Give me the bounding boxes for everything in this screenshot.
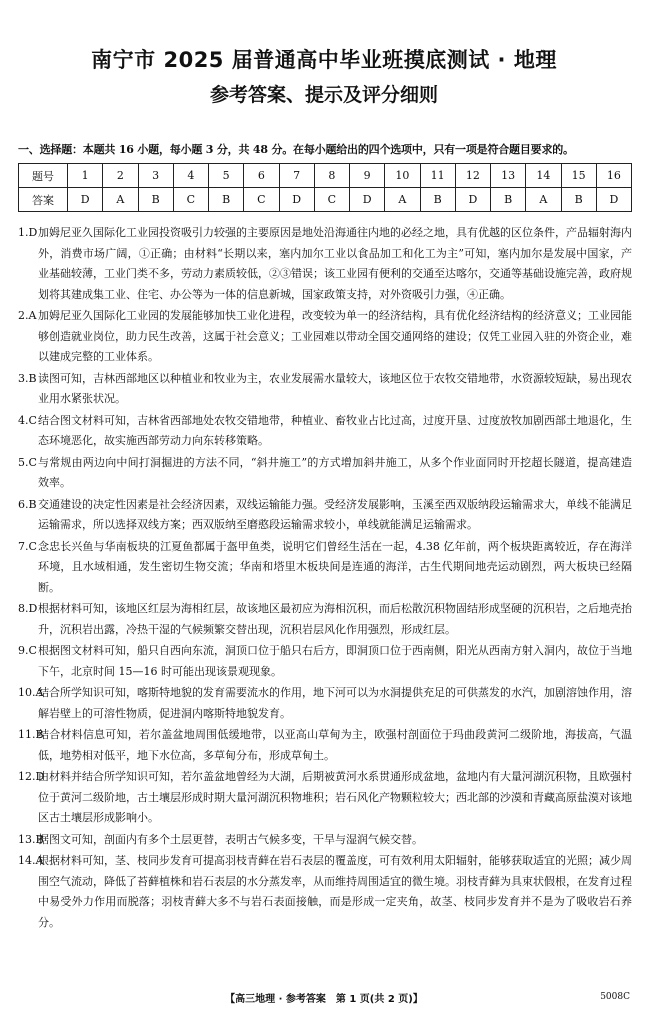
explanation-item [18,369,632,410]
answer-cell: B [491,188,526,212]
question-number: 16 [596,164,631,188]
item-text: 交通建设的决定性因素是社会经济因素，双线运输能力强。受经济发展影响，玉溪至西双版纳段运输需求大，单线不能满足运输需求，所以选择双线方案；西双版纳至磨憨段运输需求较小，单线就能满足运输需求。 [38,497,632,531]
question-number: 15 [561,164,596,188]
item-number: 14.A [18,854,44,867]
item-number: 8.D [18,602,38,615]
answer-cell: C [314,188,349,212]
explanation-item [18,599,632,640]
question-number: 11 [420,164,455,188]
explanation-item [18,767,632,829]
item-text: 根据图文材料可知，船只自西向东流，洞顶口位于船只右后方，即洞顶口位于西南侧，阳光从西南方射入洞内，故位于当地下午，北京时间 15—16 时可能出现该景观现象。 [38,644,632,678]
explanation-item [18,223,632,305]
question-number: 9 [350,164,385,188]
answer-cell: B [420,188,455,212]
page-subtitle: 参考答案、提示及评分细则 [209,84,438,106]
answer-table [18,163,632,212]
explanation-item [18,453,632,494]
page-title: 南宁市 2025 届普通高中毕业班摸底测试 · 地理 [91,48,557,72]
question-number: 5 [209,164,244,188]
item-text: 加姆尼亚久国际化工业园投资吸引力较强的主要原因是地处沿海通往内地的必经之地，具有优越的区位条件，产品辐射海内外，消费市场广阔，①正确；由材料“长期以来，塞内加尔工业以食品加工和化工为主”可知，塞内加尔是发展中国家，产业基础较薄，工业门类不多，劳动力素质较低，②③错误；该工业园有便利的交通至达喀尔，交通等基础设施完善，政府规划将其建成集工业、住宅、办公等为一体的信息新城，国家政策支持，对外资吸引力强，④正确。 [38,226,632,301]
question-number-row [19,164,632,188]
question-number: 10 [385,164,420,188]
item-text: 念忠长兴鱼与华南板块的江夏鱼都属于盔甲鱼类，说明它们曾经生活在一起，4.38 亿年前，两个板块距离较近，存在海洋环境，且水域相通，发生密切生物交流；华南和塔里木板块间是连通的海洋，古生代期间地壳运动剧烈，两大板块已经隔断。 [38,539,632,594]
question-number: 4 [173,164,208,188]
question-number: 2 [103,164,138,188]
section-intro: 一、选择题：本题共 16 小题，每小题 3 分，共 48 分。在每小题给出的四个选项中，只有一项是符合题目要求的。 [18,143,574,156]
item-text: 据图文可知，剖面内有多个土层更替，表明古气候多变，干旱与湿润气候交替。 [38,832,423,846]
answer-cell: B [209,188,244,212]
item-number: 6.B [18,497,37,511]
explanation-item [18,641,632,682]
document-code: 5008C [600,992,630,1002]
answer-cell: B [138,188,173,212]
item-text: 加姆尼亚久国际化工业园的发展能够加快工业化进程，改变较为单一的经济结构，具有优化经济结构的经济意义；工业园能够创造就业岗位，助力民生改善，这属于社会意义；工业园难以带动全国交通网络的建设；仅凭工业园入驻的外资企业，难以建成完整的工业体系。 [38,309,632,363]
item-text: 结合材料信息可知，若尔盖盆地周围低缓地带，以亚高山草甸为主，欧强村剖面位于玛曲段黄河二级阶地，海拔高，气温低，地势相对低平，地下水位高，多草甸分布，形成草甸土。 [38,728,632,762]
answer-cell: D [455,188,490,212]
answer-cell: C [173,188,208,212]
item-text: 读图可知，吉林西部地区以种植业和牧业为主，农业发展需水量较大，该地区位于农牧交错地带，水资源较短缺，易出现农业用水紧张状况。 [38,371,632,405]
page-footer: 【高三地理 · 参考答案 第 1 页(共 2 页)】 [225,994,423,1005]
item-text: 根据材料可知，茎、枝同步发育可提高羽枝青藓在岩石表层的覆盖度，可有效利用太阳辐射，能够获取适宜的光照；减少周围空气流动，降低了苔藓植株和岩石表层的水分蒸发率，从而维持周围适宜的微生境。羽枝青藓为具束状假根，在发育过程中易受外力作用而脱落；羽枝青藓大多不与岩石表面接触，而是形成一定夹角，故茎、枝同步发育并不是为了吸收岩石养分。 [38,854,632,929]
answer-cell: A [526,188,561,212]
question-number: 7 [279,164,314,188]
explanation-item [18,495,632,536]
item-text: 结合所学知识可知，喀斯特地貌的发育需要流水的作用，地下河可以为水洞提供充足的可供蒸发的水汽，加剧溶蚀作用，溶解岩壁上的可溶性物质，促进洞内喀斯特地貌发育。 [38,686,632,720]
question-number: 12 [455,164,490,188]
question-number: 14 [526,164,561,188]
item-number: 2.A [18,309,37,322]
explanation-item [18,725,632,766]
explanation-item [18,537,632,599]
item-number: 13.B [18,832,44,846]
row-label: 答案 [19,188,68,212]
answer-cell: D [279,188,314,212]
answer-cell: A [103,188,138,212]
answer-row [19,188,632,212]
answer-cell: A [385,188,420,212]
explanation-item [18,683,632,724]
explanation-item [18,411,632,452]
answer-cell: C [244,188,279,212]
question-number: 3 [138,164,173,188]
item-number: 4.C [18,413,37,427]
explanation-item [18,830,632,851]
item-number: 11.B [18,728,44,741]
explanation-item [18,306,632,368]
question-number: 6 [244,164,279,188]
answer-cell: D [596,188,631,212]
item-number: 12.D [18,770,45,783]
answer-cell: B [561,188,596,212]
question-number: 1 [68,164,103,188]
item-text: 由材料并结合所学知识可知，若尔盖盆地曾经为大湖，后期被黄河水系贯通形成盆地，盆地内有大量河湖沉积物，且欧强村位于黄河二级阶地，古土壤层形成时期大量河湖沉积物堆积；岩石风化产物颗粒较大；西北部的沙漠和青藏高原盐漠对该地区古土壤层形成影响小。 [38,770,632,824]
question-number: 8 [314,164,349,188]
question-number: 13 [491,164,526,188]
item-text: 根据材料可知，该地区红层为海相红层，故该地区最初应为海相沉积，而后松散沉积物固结形成坚硬的沉积岩，之后地壳抬升，沉积岩出露，冷热干湿的气候频繁交替出现，沉积岩层风化作用强烈，形成红层。 [38,602,632,636]
explanation-list [18,223,632,934]
answer-cell: D [350,188,385,212]
answer-cell: D [68,188,103,212]
item-number: 10.A [18,686,44,699]
row-label: 题号 [19,164,68,188]
item-number: 3.B [18,371,37,385]
item-number: 1.D [18,226,38,239]
item-text: 与常规由两边向中间打洞掘进的方法不同，“斜井施工”的方式增加斜井施工，从多个作业面同时开挖超长隧道，提高建造效率。 [38,455,632,489]
item-text: 结合图文材料可知，吉林省西部地处农牧交错地带，种植业、畜牧业占比过高，过度开垦、过度放牧加剧西部土地退化，生态环境恶化，故实施西部劳动力向东转移策略。 [38,413,632,447]
item-number: 7.C [18,539,37,553]
item-number: 9.C [18,644,37,657]
explanation-item [18,851,632,933]
item-number: 5.C [18,455,37,469]
